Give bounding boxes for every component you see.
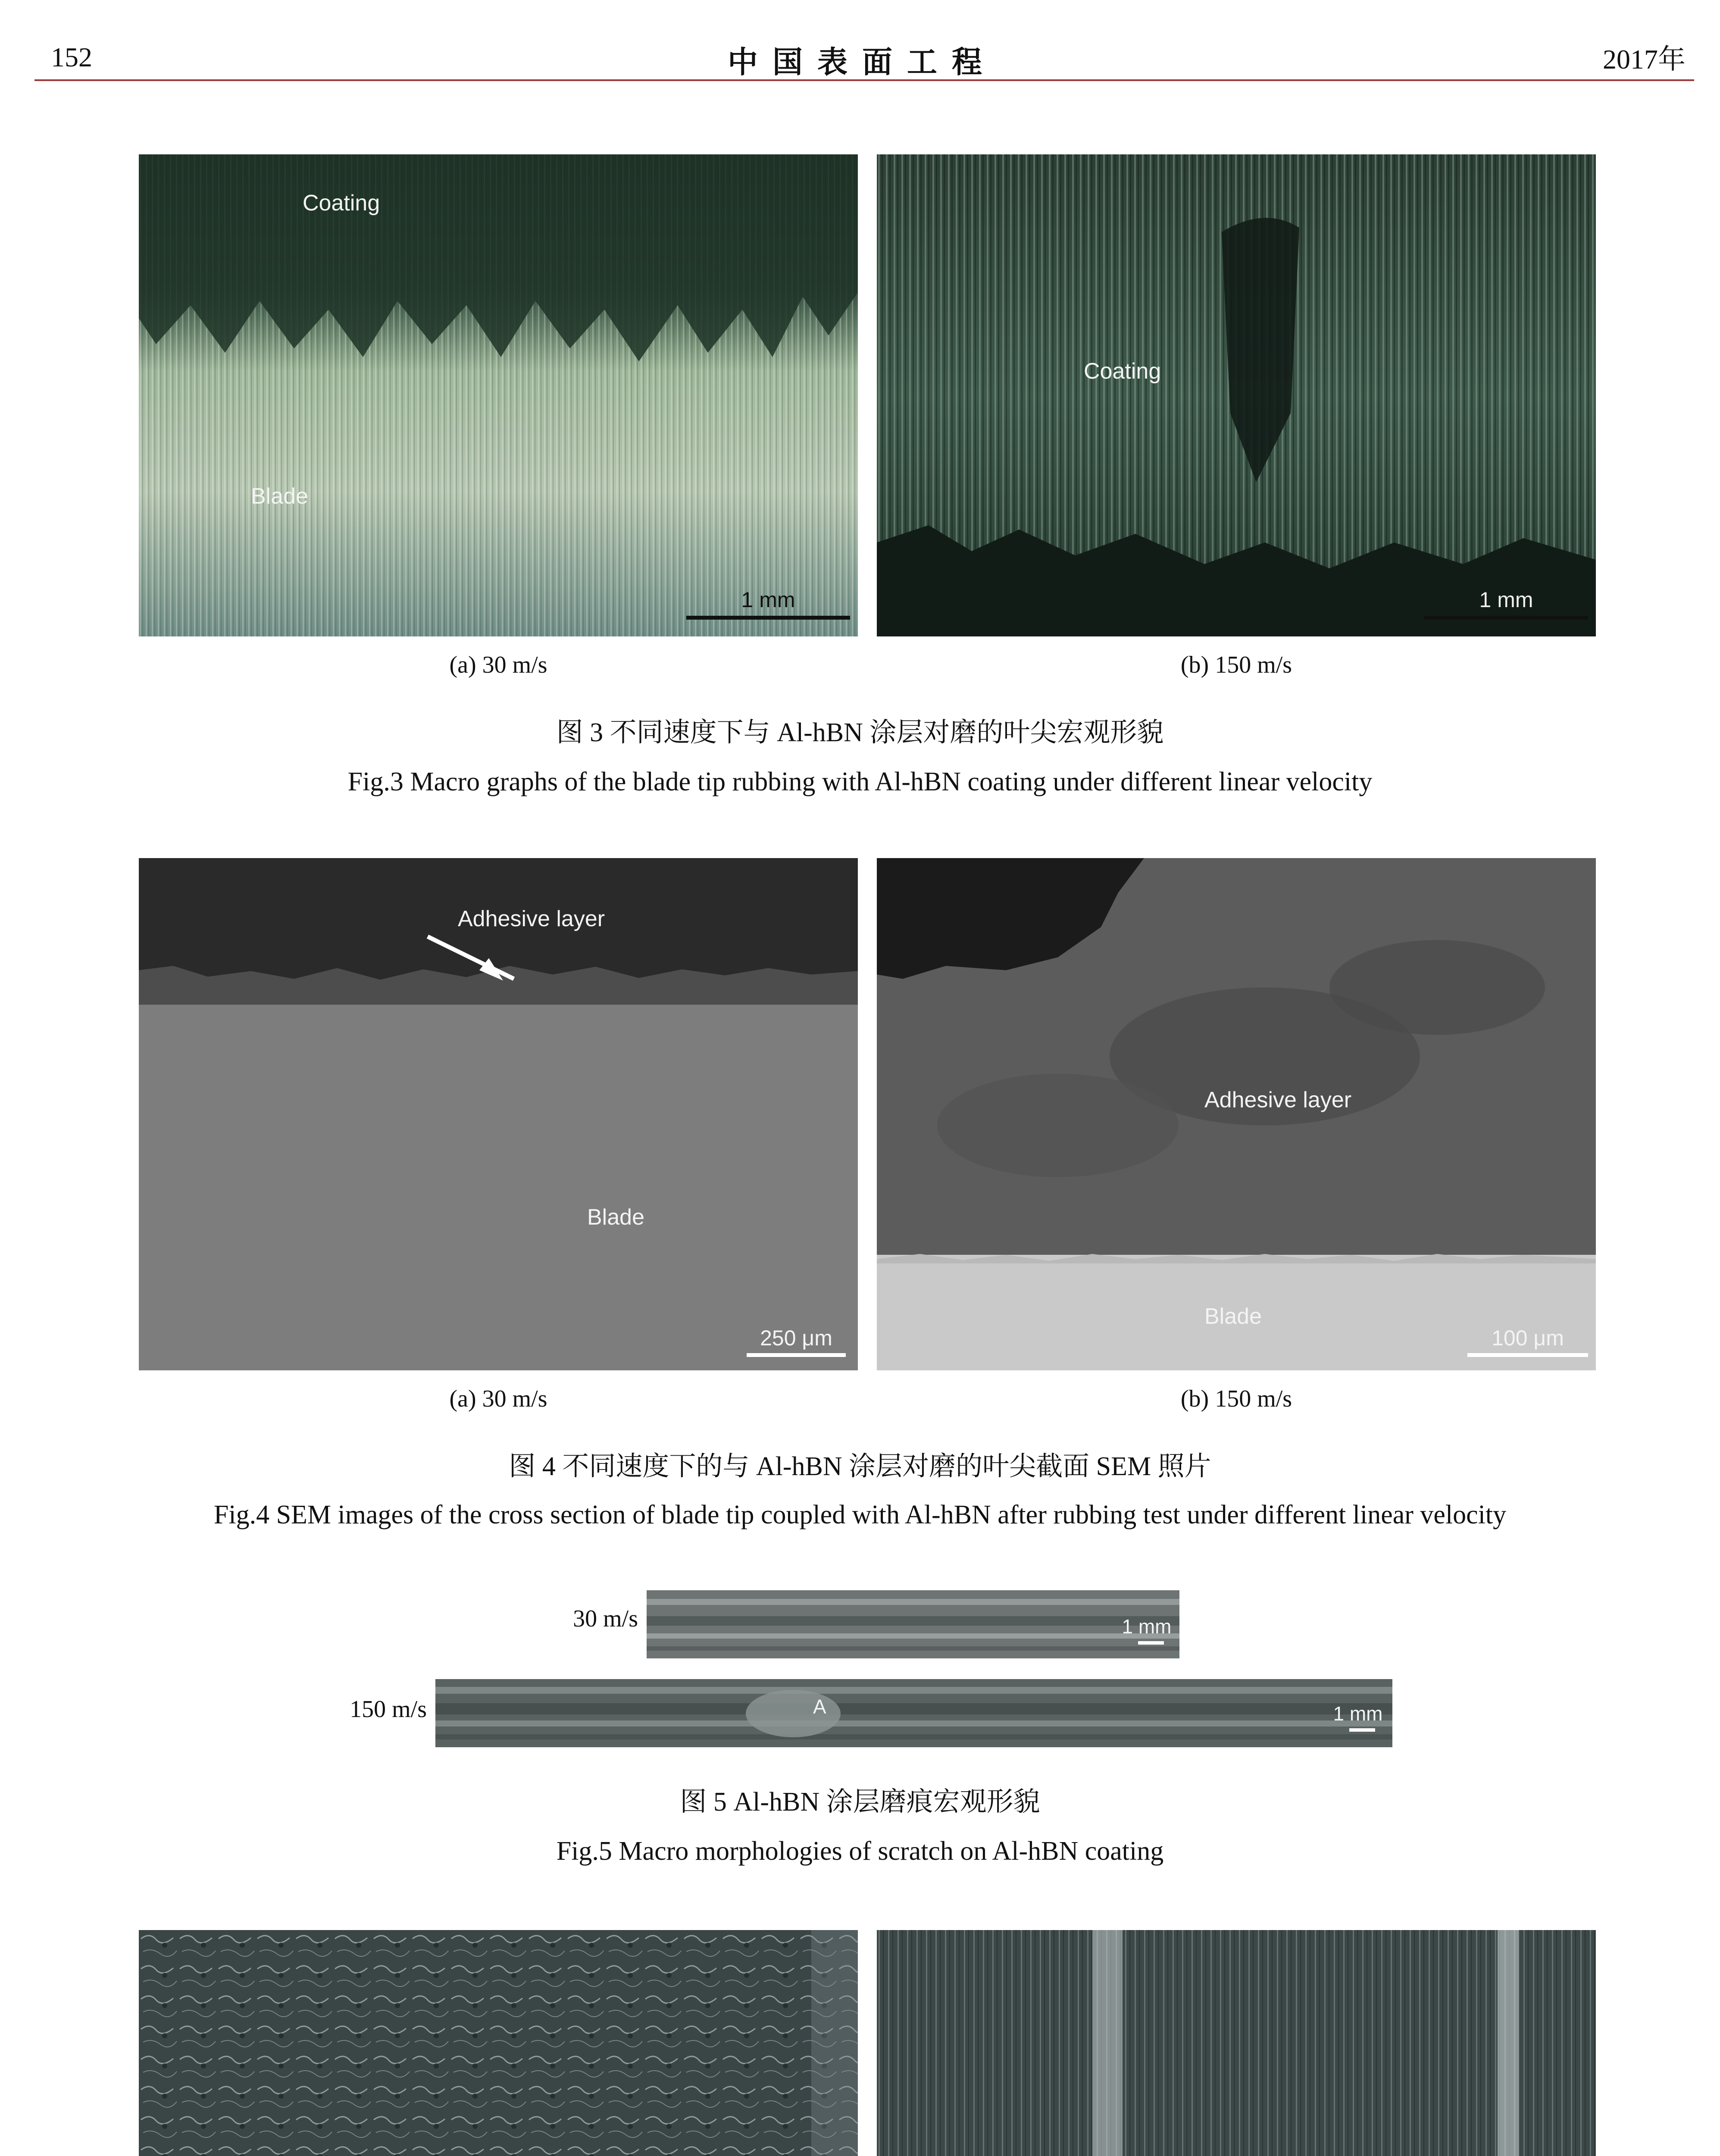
fig5-caption-en: Fig.5 Macro morphologies of scratch on Al-hBN coating [556, 1836, 1164, 1866]
fig4-image-b [877, 858, 1596, 1370]
fig3-caption-cn: 图 3 不同速度下与 Al-hBN 涂层对磨的叶尖宏观形貌 [556, 718, 1164, 747]
fig4-image-a [139, 858, 858, 1370]
fig5-30-scale-label: 1 mm [1122, 1615, 1172, 1638]
fig5-speed-150: 150 m/s [350, 1696, 427, 1723]
fig4-caption-en: Fig.4 SEM images of the cross section of blade tip coupled with Al-hBN after rubbing test under different linear velocity [213, 1500, 1507, 1529]
fig5-point-a-label: A [813, 1695, 826, 1718]
fig4a-adhesive-label: Adhesive layer [458, 906, 605, 931]
fig3b-coating-label: Coating [1084, 359, 1161, 384]
header-rule [34, 79, 1694, 81]
fig3-caption-en: Fig.3 Macro graphs of the blade tip rubbing with Al-hBN coating under different linear velocity [347, 767, 1373, 796]
fig4-caption-cn: 图 4 不同速度下的与 Al-hBN 涂层对磨的叶尖截面 SEM 照片 [509, 1452, 1211, 1481]
fig5-strip-30 [647, 1590, 1179, 1658]
fig6-image-b [877, 1930, 1596, 2156]
page-year: 2017年 [1603, 44, 1686, 75]
fig3a-coating-label: Coating [303, 191, 380, 216]
fig3a-blade-label: Blade [251, 484, 308, 509]
fig4-sublabel-a: (a) 30 m/s [449, 1385, 547, 1412]
journal-title: 中国表面工程 [728, 46, 997, 79]
fig4-sublabel-b: (b) 150 m/s [1180, 1385, 1292, 1412]
fig5-caption-cn: 图 5 Al-hBN 涂层磨痕宏观形貌 [680, 1787, 1040, 1817]
fig3-image-a [139, 154, 858, 636]
fig5-150-scale-label: 1 mm [1333, 1702, 1383, 1725]
fig5-strip-150 [435, 1679, 1392, 1747]
fig5-speed-30: 30 m/s [573, 1605, 638, 1632]
fig3-image-b [877, 154, 1596, 636]
fig3-sublabel-b: (b) 150 m/s [1180, 652, 1292, 678]
fig4a-scale-label: 250 μm [760, 1326, 832, 1350]
fig3b-scale-label: 1 mm [1479, 588, 1533, 612]
fig4b-blade-label: Blade [1204, 1304, 1262, 1329]
fig6-image-a [139, 1930, 858, 2156]
page-number: 152 [51, 42, 92, 72]
fig3-sublabel-a: (a) 30 m/s [449, 652, 547, 678]
fig3a-scale-label: 1 mm [741, 588, 795, 612]
fig4b-scale-label: 100 μm [1492, 1326, 1564, 1350]
fig4a-blade-label: Blade [587, 1205, 644, 1230]
fig4b-adhesive-label: Adhesive layer [1204, 1087, 1352, 1112]
